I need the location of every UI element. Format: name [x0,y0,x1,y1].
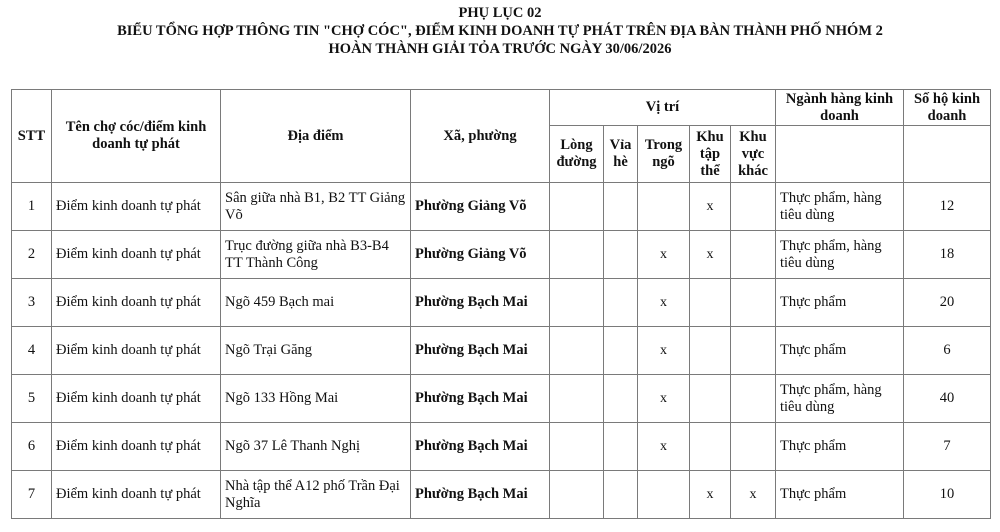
cell-position-road [550,183,604,231]
cell-position-sidewalk [604,279,638,327]
header-location: Địa điểm [221,90,411,183]
cell-industry: Thực phẩm, hàng tiêu dùng [776,231,904,279]
cell-households: 40 [904,375,991,423]
market-summary-table [11,89,991,519]
table-subtitle: HOÀN THÀNH GIẢI TỎA TRƯỚC NGÀY 30/06/2026 [328,41,672,57]
cell-ward: Phường Bạch Mai [411,279,550,327]
cell-stt: 5 [12,375,52,423]
cell-ward: Phường Bạch Mai [411,327,550,375]
cell-position-other [731,279,776,327]
cell-name: Điểm kinh doanh tự phát [52,327,221,375]
cell-position-sidewalk [604,471,638,519]
header-name: Tên chợ cóc/điểm kinh doanh tự phát [52,90,221,183]
header-households-empty [904,126,991,183]
cell-ward: Phường Bạch Mai [411,471,550,519]
cell-households: 6 [904,327,991,375]
cell-position-collective: x [690,231,731,279]
cell-location: Trục đường giữa nhà B3-B4 TT Thành Công [221,231,411,279]
cell-location: Ngõ Trại Găng [221,327,411,375]
cell-position-alley: x [638,327,690,375]
cell-stt: 1 [12,183,52,231]
document-title [0,4,1000,58]
header-position-road: Lòng đường [550,126,604,183]
cell-industry: Thực phẩm [776,279,904,327]
cell-position-alley: x [638,375,690,423]
cell-position-alley: x [638,231,690,279]
header-industry-empty [776,126,904,183]
cell-position-road [550,327,604,375]
table-row [12,183,991,231]
cell-position-sidewalk [604,231,638,279]
cell-stt: 7 [12,471,52,519]
header-position-collective: Khu tập thể [690,126,731,183]
cell-industry: Thực phẩm [776,327,904,375]
cell-position-alley: x [638,279,690,327]
cell-ward: Phường Giảng Võ [411,183,550,231]
cell-stt: 2 [12,231,52,279]
table-row [12,327,991,375]
header-position-other: Khu vực khác [731,126,776,183]
header-position-sidewalk: Vỉa hè [604,126,638,183]
header-households: Số hộ kinh doanh [904,90,991,126]
cell-position-road [550,279,604,327]
cell-stt: 3 [12,279,52,327]
cell-location: Ngõ 133 Hồng Mai [221,375,411,423]
table-row [12,423,991,471]
appendix-label: PHỤ LỤC 02 [458,5,542,21]
cell-households: 10 [904,471,991,519]
cell-ward: Phường Giảng Võ [411,231,550,279]
cell-position-other [731,423,776,471]
cell-position-other [731,375,776,423]
cell-position-other [731,327,776,375]
cell-stt: 6 [12,423,52,471]
cell-location: Ngõ 37 Lê Thanh Nghị [221,423,411,471]
cell-name: Điểm kinh doanh tự phát [52,471,221,519]
header-ward: Xã, phường [411,90,550,183]
cell-location: Nhà tập thể A12 phố Trần Đại Nghĩa [221,471,411,519]
cell-position-sidewalk [604,183,638,231]
cell-industry: Thực phẩm, hàng tiêu dùng [776,183,904,231]
cell-position-road [550,423,604,471]
cell-ward: Phường Bạch Mai [411,423,550,471]
cell-households: 18 [904,231,991,279]
cell-location: Sân giữa nhà B1, B2 TT Giảng Võ [221,183,411,231]
cell-position-alley [638,183,690,231]
cell-position-road [550,471,604,519]
cell-households: 7 [904,423,991,471]
cell-position-other: x [731,471,776,519]
cell-name: Điểm kinh doanh tự phát [52,423,221,471]
header-position-alley: Trong ngõ [638,126,690,183]
cell-position-alley [638,471,690,519]
cell-industry: Thực phẩm [776,471,904,519]
table-row [12,375,991,423]
header-position-group: Vị trí [550,90,776,126]
cell-position-other [731,183,776,231]
cell-position-collective: x [690,183,731,231]
cell-position-alley: x [638,423,690,471]
cell-name: Điểm kinh doanh tự phát [52,375,221,423]
cell-position-sidewalk [604,375,638,423]
cell-industry: Thực phẩm, hàng tiêu dùng [776,375,904,423]
cell-stt: 4 [12,327,52,375]
cell-position-collective [690,327,731,375]
cell-position-collective [690,279,731,327]
header-stt: STT [12,90,52,183]
table-row [12,471,991,519]
cell-households: 20 [904,279,991,327]
table-row [12,231,991,279]
table-row [12,279,991,327]
cell-position-other [731,231,776,279]
cell-position-road [550,231,604,279]
cell-position-collective [690,375,731,423]
cell-industry: Thực phẩm [776,423,904,471]
cell-households: 12 [904,183,991,231]
cell-position-collective [690,423,731,471]
cell-name: Điểm kinh doanh tự phát [52,183,221,231]
cell-name: Điểm kinh doanh tự phát [52,279,221,327]
header-industry: Ngành hàng kinh doanh [776,90,904,126]
table-title: BIỂU TỔNG HỢP THÔNG TIN "CHỢ CÓC", ĐIỂM KINH DOANH TỰ PHÁT TRÊN ĐỊA BÀN THÀNH PHỐ NHÓM 2 [117,23,883,39]
cell-position-road [550,375,604,423]
cell-position-sidewalk [604,423,638,471]
cell-position-sidewalk [604,327,638,375]
cell-ward: Phường Bạch Mai [411,375,550,423]
header-row-top [12,90,991,126]
cell-location: Ngõ 459 Bạch mai [221,279,411,327]
cell-position-collective: x [690,471,731,519]
cell-name: Điểm kinh doanh tự phát [52,231,221,279]
